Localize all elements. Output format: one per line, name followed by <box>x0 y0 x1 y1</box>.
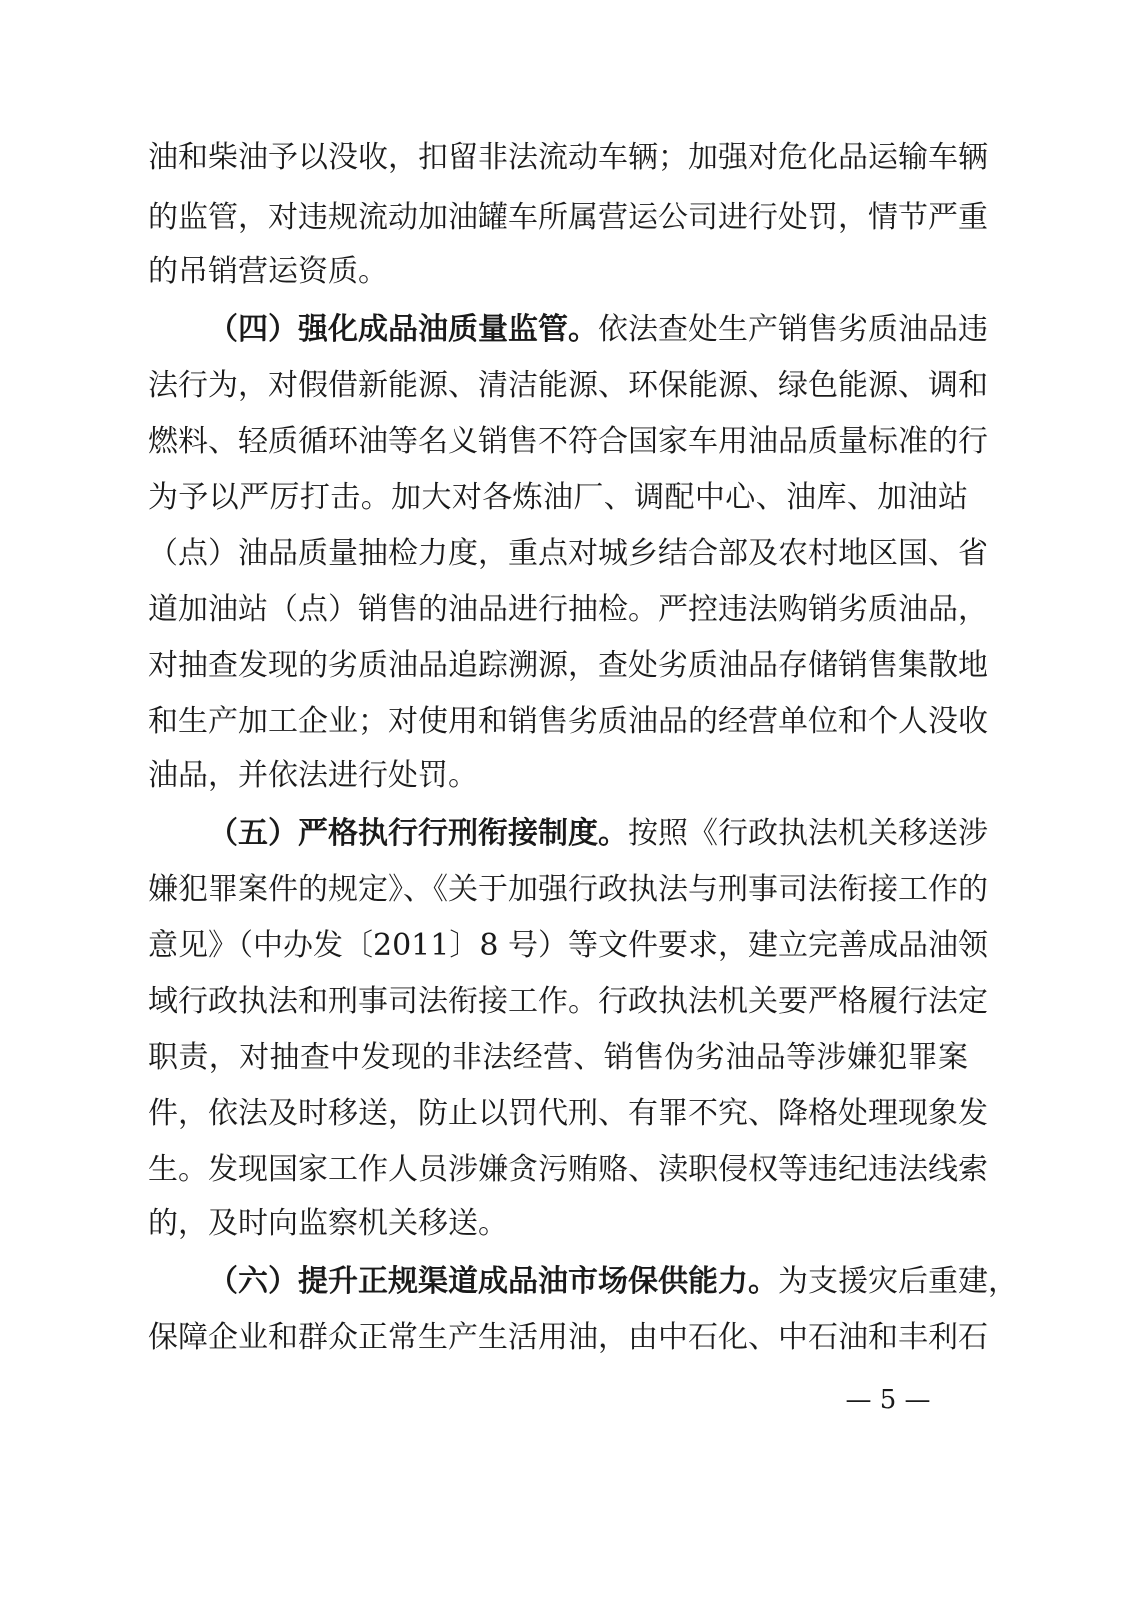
text-line: 职责，对抽查中发现的非法经营、销售伪劣油品等涉嫌犯罪案 <box>148 1040 968 1075</box>
text-line: 和生产加工企业；对使用和销售劣质油品的经营单位和个人没收 <box>148 704 988 739</box>
text-line: 的，及时向监察机关移送。 <box>148 1206 508 1241</box>
section-4-heading: （四）强化成品油质量监管。 <box>208 312 598 347</box>
page-number: — 5 — <box>845 1385 931 1415</box>
text-line: 道加油站（点）销售的油品进行抽检。严控违法购销劣质油品， <box>148 592 988 627</box>
section-5-heading: （五）严格执行行刑衔接制度。 <box>208 816 628 851</box>
text-line: 保障企业和群众正常生产生活用油，由中石化、中石油和丰利石 <box>148 1320 988 1355</box>
text-line: 意见》（中办发〔2011〕8 号）等文件要求，建立完善成品油领 <box>148 928 988 963</box>
section-6-first-line <box>208 1252 1018 1312</box>
text-line: 嫌犯罪案件的规定》、《关于加强行政执法与刑事司法衔接工作的 <box>148 872 988 907</box>
section-4-first-line <box>208 300 988 360</box>
text-line: 对抽查发现的劣质油品追踪溯源，查处劣质油品存储销售集散地 <box>148 648 988 683</box>
text-line: 的监管，对违规流动加油罐车所属营运公司进行处罚，情节严重 <box>148 200 988 235</box>
text-fragment: 依法查处生产销售劣质油品违 <box>598 312 988 347</box>
text-fragment: 为支援灾后重建， <box>778 1264 1018 1299</box>
text-line: 件，依法及时移送，防止以罚代刑、有罪不究、降格处理现象发 <box>148 1096 988 1131</box>
text-line: 域行政执法和刑事司法衔接工作。行政执法机关要严格履行法定 <box>148 984 988 1019</box>
text-fragment: 按照《行政执法机关移送涉 <box>628 816 988 851</box>
text-line: 为予以严厉打击。加大对各炼油厂、调配中心、油库、加油站 <box>148 480 968 515</box>
text-line: 油品，并依法进行处罚。 <box>148 758 478 793</box>
text-line: 法行为，对假借新能源、清洁能源、环保能源、绿色能源、调和 <box>148 368 988 403</box>
section-5-first-line <box>208 804 988 864</box>
text-line: （点）油品质量抽检力度，重点对城乡结合部及农村地区国、省 <box>148 536 988 571</box>
text-line: 油和柴油予以没收，扣留非法流动车辆；加强对危化品运输车辆 <box>148 140 988 175</box>
text-line: 的吊销营运资质。 <box>148 254 388 289</box>
text-line: 燃料、轻质循环油等名义销售不符合国家车用油品质量标准的行 <box>148 424 988 459</box>
text-line: 生。发现国家工作人员涉嫌贪污贿赂、渎职侵权等违纪违法线索 <box>148 1152 988 1187</box>
section-6-heading: （六）提升正规渠道成品油市场保供能力。 <box>208 1264 778 1299</box>
